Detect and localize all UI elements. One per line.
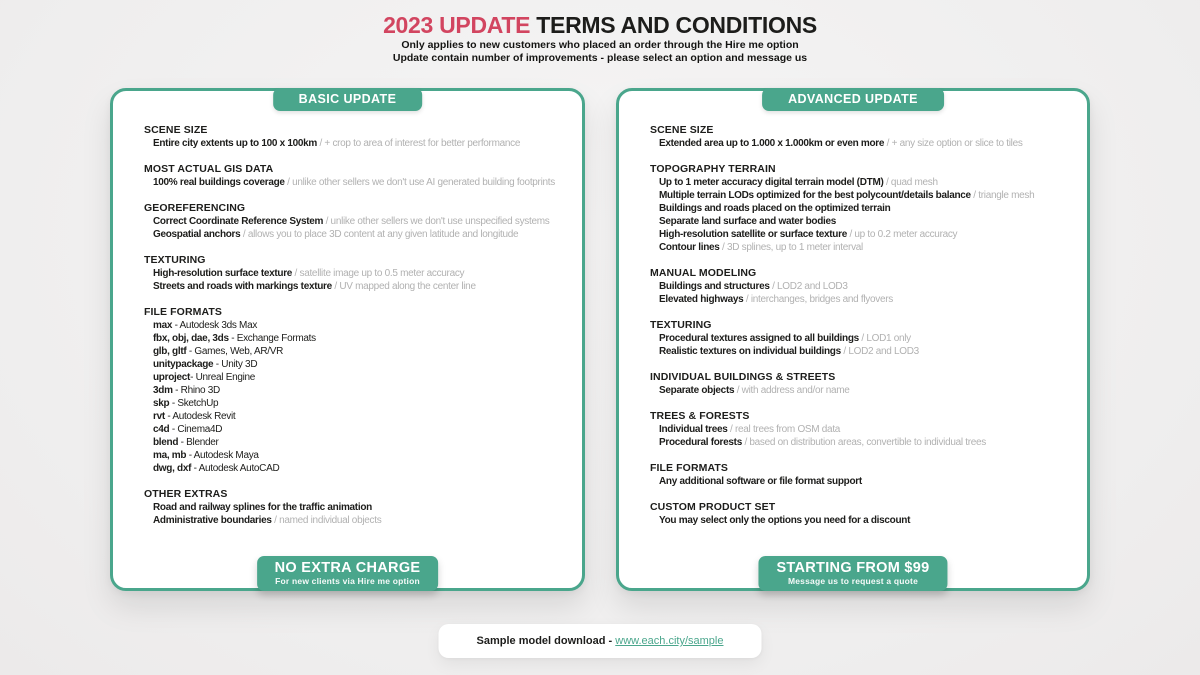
feature-item: rvt - Autodesk Revit xyxy=(153,411,236,422)
feature-item: c4d - Cinema4D xyxy=(153,424,223,435)
section-heading: SCENE SIZE xyxy=(144,124,208,136)
page-title xyxy=(0,12,1200,39)
section-scene-size xyxy=(650,124,1083,150)
price-badge-title: STARTING FROM $99 xyxy=(776,560,930,576)
feature-item: Separate objects / with address and/or name xyxy=(659,385,850,396)
section-heading: MOST ACTUAL GIS DATA xyxy=(144,163,274,175)
basic-update-price-badge xyxy=(257,556,439,591)
feature-item: Individual trees / real trees from OSM data xyxy=(659,424,841,435)
section-heading: MANUAL MODELING xyxy=(650,267,757,279)
section-other-extras xyxy=(144,488,578,527)
feature-item: Elevated highways / interchanges, bridges and flyovers xyxy=(659,294,893,305)
advanced-update-content xyxy=(619,91,1087,527)
section-scene-size xyxy=(144,124,578,150)
feature-item: Procedural forests / based on distribution areas, convertible to individual trees xyxy=(659,437,986,448)
subtitle1-pre: Only applies to new customers who placed an order through the xyxy=(401,39,726,51)
feature-item: Geospatial anchors / allows you to place 3D content at any given latitude and longitude xyxy=(153,229,519,240)
feature-item: uproject- Unreal Engine xyxy=(153,372,256,383)
section-heading: TEXTURING xyxy=(144,254,206,266)
feature-item: Buildings and roads placed on the optimized terrain xyxy=(659,203,891,214)
basic-update-content xyxy=(113,91,582,527)
feature-item: dwg, dxf - Autodesk AutoCAD xyxy=(153,463,280,474)
section-georeferencing xyxy=(144,202,578,241)
feature-item: Multiple terrain LODs optimized for the best polycount/details balance / triangle mesh xyxy=(659,190,1035,201)
price-badge-subtitle: For new clients via Hire me option xyxy=(275,576,420,586)
feature-item: Streets and roads with markings texture / UV mapped along the center line xyxy=(153,281,476,292)
feature-item: fbx, obj, dae, 3ds - Exchange Formats xyxy=(153,333,316,344)
feature-item: ma, mb - Autodesk Maya xyxy=(153,450,259,461)
feature-item: Any additional software or file format support xyxy=(659,476,862,487)
section-heading: INDIVIDUAL BUILDINGS & STREETS xyxy=(650,371,836,383)
subtitle1-post: option xyxy=(763,39,799,51)
sample-download-label: Sample model download - xyxy=(476,635,616,647)
section-heading: TEXTURING xyxy=(650,319,712,331)
feature-item: Buildings and structures / LOD2 and LOD3 xyxy=(659,281,848,292)
section-custom-product-set xyxy=(650,501,1083,527)
feature-item: Up to 1 meter accuracy digital terrain model (DTM) / quad mesh xyxy=(659,177,938,188)
section-heading: CUSTOM PRODUCT SET xyxy=(650,501,776,513)
feature-item: You may select only the options you need for a discount xyxy=(659,515,911,526)
section-texturing xyxy=(144,254,578,293)
section-file-formats xyxy=(144,306,578,475)
advanced-update-price-badge xyxy=(758,556,947,591)
section-heading: GEOREFERENCING xyxy=(144,202,246,214)
sample-download-link[interactable]: www.each.city/sample xyxy=(615,635,724,647)
feature-item: Contour lines / 3D splines, up to 1 meter interval xyxy=(659,242,863,253)
section-manual-modeling xyxy=(650,267,1083,306)
section-heading: FILE FORMATS xyxy=(650,462,728,474)
feature-item: Entire city extents up to 100 x 100km / + crop to area of interest for better performance xyxy=(153,138,521,149)
feature-item: High-resolution satellite or surface texture / up to 0.2 meter accuracy xyxy=(659,229,958,240)
sample-download-bar xyxy=(439,624,762,658)
section-heading: SCENE SIZE xyxy=(650,124,714,136)
section-texturing xyxy=(650,319,1083,358)
price-badge-subtitle: Message us to request a quote xyxy=(787,576,919,586)
feature-item: max - Autodesk 3ds Max xyxy=(153,320,258,331)
panel-basic-update xyxy=(110,88,585,591)
panel-advanced-update xyxy=(616,88,1090,591)
feature-item: skp - SketchUp xyxy=(153,398,219,409)
page-subtitle-line2: Update contain number of improvements - please select an option and message us xyxy=(392,51,808,64)
page-subtitle-line1 xyxy=(0,39,1200,52)
subtitle1-bold: Hire me xyxy=(725,39,764,51)
feature-item: blend - Blender xyxy=(153,437,219,448)
section-most-actual-gis-data xyxy=(144,163,578,189)
section-topography-terrain xyxy=(650,163,1083,254)
feature-item: 3dm - Rhino 3D xyxy=(153,385,220,396)
page-title-highlight: 2023 UPDATE xyxy=(383,12,531,38)
price-badge-title: NO EXTRA CHARGE xyxy=(274,560,421,576)
section-trees-forests xyxy=(650,410,1083,449)
section-heading: TREES & FORESTS xyxy=(650,410,750,422)
feature-item: Administrative boundaries / named individual objects xyxy=(153,515,382,526)
feature-item: unitypackage - Unity 3D xyxy=(153,359,258,370)
section-file-formats xyxy=(650,462,1083,488)
feature-item: High-resolution surface texture / satellite image up to 0.5 meter accuracy xyxy=(153,268,465,279)
feature-item: Correct Coordinate Reference System / unlike other sellers we don't use unspecified systems xyxy=(153,216,550,227)
feature-item: Procedural textures assigned to all buildings / LOD1 only xyxy=(659,333,911,344)
feature-item: Extended area up to 1.000 x 1.000km or even more / + any size option or slice to tiles xyxy=(659,138,1023,149)
page-header xyxy=(0,12,1200,64)
feature-item: 100% real buildings coverage / unlike other sellers we don't use AI generated building footprints xyxy=(153,177,555,188)
section-individual-buildings-streets xyxy=(650,371,1083,397)
feature-item: Realistic textures on individual buildings / LOD2 and LOD3 xyxy=(659,346,919,357)
page-title-rest: TERMS AND CONDITIONS xyxy=(530,12,817,38)
advanced-update-badge: ADVANCED UPDATE xyxy=(762,88,944,111)
feature-item: Separate land surface and water bodies xyxy=(659,216,836,227)
basic-update-badge: BASIC UPDATE xyxy=(273,88,423,111)
feature-item: Road and railway splines for the traffic animation xyxy=(153,502,372,513)
section-heading: TOPOGRAPHY TERRAIN xyxy=(650,163,776,175)
section-heading: OTHER EXTRAS xyxy=(144,488,228,500)
feature-item: glb, gltf - Games, Web, AR/VR xyxy=(153,346,284,357)
section-heading: FILE FORMATS xyxy=(144,306,222,318)
